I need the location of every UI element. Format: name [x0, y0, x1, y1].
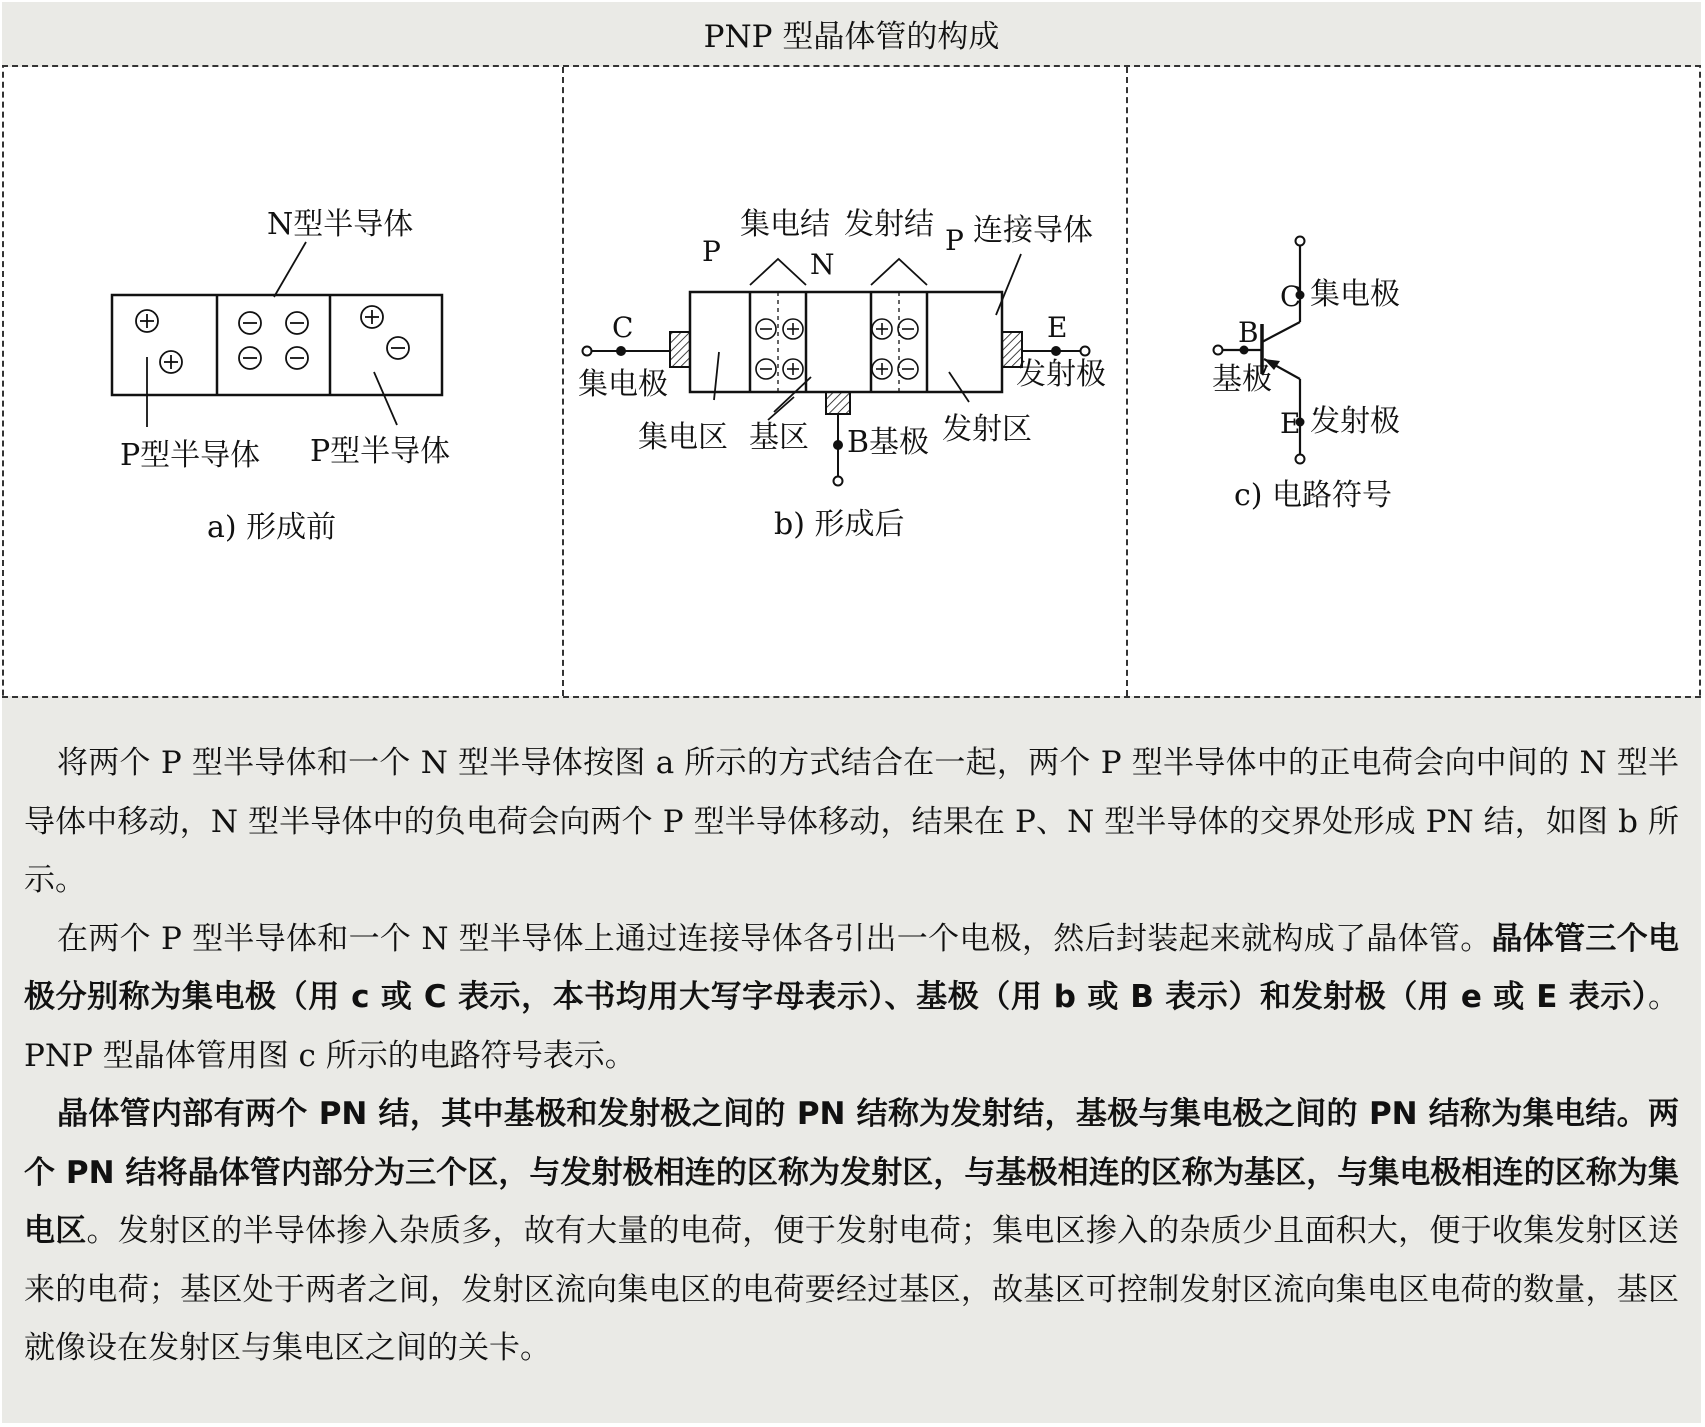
transistor-body: [690, 292, 1002, 392]
label-emitter: 发射极: [1016, 357, 1106, 392]
negative-charge-icon: [239, 347, 261, 369]
negative-charge-icon: [756, 319, 776, 339]
caption-b: b) 形成后: [774, 507, 905, 542]
base-node: [833, 440, 843, 450]
label-collector-region: 集电区: [638, 420, 728, 455]
label-connector: 连接导体: [973, 213, 1093, 248]
negative-charge-icon: [898, 319, 918, 339]
label-p-left: P: [702, 235, 721, 268]
label-n-semiconductor: N型半导体: [267, 207, 414, 242]
title-text: PNP 型晶体管的构成: [703, 19, 1000, 55]
paragraph-2-tail: 。PNP 型晶体管用图 c 所示的电路符号表示。: [24, 979, 1679, 1074]
paragraph-2: [24, 910, 1679, 1086]
positive-charge-icon: [361, 306, 383, 328]
charges: [136, 306, 409, 373]
panel-before-formation: [2, 67, 564, 696]
caption-c: c) 电路符号: [1234, 478, 1393, 513]
paragraph-3: [24, 1085, 1679, 1378]
panel-after-formation: [564, 67, 1128, 696]
positive-charge-icon: [136, 310, 158, 332]
negative-charge-icon: [387, 337, 409, 359]
label-base: 基极: [1212, 362, 1272, 397]
base-contact: [826, 392, 850, 414]
label-p-right: P: [945, 224, 964, 257]
positive-charge-icon: [783, 319, 803, 339]
paragraph-1: [24, 734, 1679, 910]
junction-charges: [756, 319, 918, 379]
label-c: C: [1280, 280, 1302, 313]
base-terminal: [1214, 346, 1223, 355]
paragraph-3-bold: 晶体管内部有两个 PN 结，其中基极和发射极之间的 PN 结称为发射结，基极与集电极之间的 PN 结称为集电结。两个 PN 结将晶体管内部分为三个区，与发射极相连的区称为发射区，与基极相连的区称为基区，与集电极相连的区称为集电区: [24, 1096, 1679, 1249]
paragraph-2-text: 在两个 P 型半导体和一个 N 型半导体上通过连接导体各引出一个电极，然后封装起来就构成了晶体管。: [57, 920, 1492, 957]
label-emitter: 发射极: [1310, 404, 1400, 439]
negative-charge-icon: [898, 359, 918, 379]
diagram-after: [564, 67, 1128, 696]
positive-charge-icon: [872, 319, 892, 339]
label-emitter-region: 发射区: [942, 412, 1032, 447]
positive-charge-icon: [872, 359, 892, 379]
label-p-semiconductor-right: P型半导体: [310, 434, 451, 469]
emitter-terminal: [1296, 455, 1305, 464]
collector-contact: [670, 332, 690, 367]
positive-charge-icon: [160, 351, 182, 373]
label-p-semiconductor-left: P型半导体: [120, 438, 261, 473]
paragraph-2-bold: 晶体管三个电极分别称为集电极（用 c 或 C 表示，本书均用大写字母表示）、基极（用 b 或 B 表示）和发射极（用 e 或 E 表示）: [24, 920, 1679, 1015]
pnp-symbol: [1128, 67, 1701, 696]
label-base: B基极: [847, 425, 930, 460]
negative-charge-icon: [239, 312, 261, 334]
diagram-before: [2, 67, 564, 696]
panel-circuit-symbol: [1128, 67, 1701, 696]
label-b: B: [1238, 316, 1259, 349]
label-e: E: [1047, 311, 1068, 344]
label-collector: 集电极: [578, 367, 668, 402]
description: [2, 696, 1701, 1423]
label-base-region: 基区: [749, 420, 809, 455]
semiconductor-block: [112, 295, 442, 395]
label-n: N: [810, 248, 835, 281]
label-collector-junction: 集电结: [740, 207, 830, 242]
negative-charge-icon: [286, 312, 308, 334]
collector-node: [616, 346, 626, 356]
caption-a: a) 形成前: [207, 510, 337, 545]
label-c: C: [612, 311, 634, 344]
paragraph-3-text: 。发射区的半导体掺入杂质多，故有大量的电荷，便于发射电荷；集电区掺入的杂质少且面积大，便于收集发射区送来的电荷；基区处于两者之间，发射区流向集电区的电荷要经过基区，故基区可控制发射区流向集电区电荷的数量，基区就像设在发射区与集电区之间的关卡。: [24, 1213, 1680, 1366]
positive-charge-icon: [783, 359, 803, 379]
negative-charge-icon: [756, 359, 776, 379]
paragraph-1-text: 将两个 P 型半导体和一个 N 型半导体按图 a 所示的方式结合在一起，两个 P 型半导体中的正电荷会向中间的 N 型半导体中移动，N 型半导体中的负电荷会向两个 P 型半导体移动，结果在 P、N 型半导体的交界处形成 PN 结，如图 b 所示。: [24, 745, 1679, 898]
label-collector: 集电极: [1310, 277, 1400, 312]
negative-charge-icon: [286, 347, 308, 369]
label-e: E: [1280, 407, 1301, 440]
collector-terminal: [1296, 237, 1305, 246]
emitter-node: [1051, 346, 1061, 356]
figure-title: [2, 2, 1701, 67]
label-emitter-junction: 发射结: [844, 207, 934, 242]
